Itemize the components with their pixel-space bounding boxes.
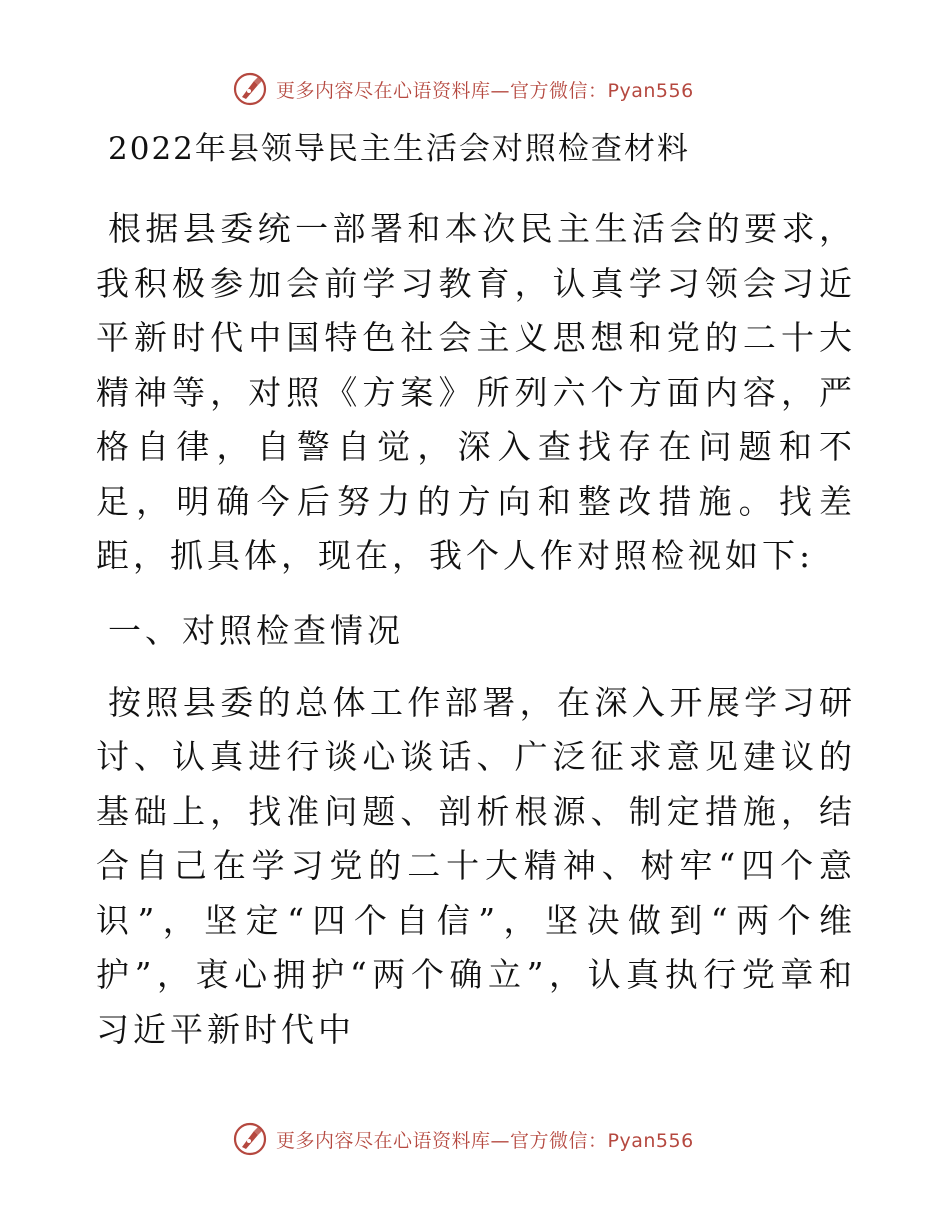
section-paragraph: 按照县委的总体工作部署，在深入开展学习研讨、认真进行谈心谈话、广泛征求意见建议的基础上，找准问题、剖析根源、制定措施，结合自己在学习党的二十大精神、树牢“四个意识”，坚定“四个自信”，坚决做到“两个维护”，衷心拥护“两个确立”，认真执行党章和习近平新时代中 [96,682,856,1049]
header-watermark [232,69,752,109]
document-body [96,124,856,1057]
intro-paragraph: 根据县委统一部署和本次民主生活会的要求，我积极参加会前学习教育，认真学习领会习近平新时代中国特色社会主义思想和党的二十大精神等，对照《方案》所列六个方面内容，严格自律，自警自觉，深入查找存在问题和不足，明确今后努力的方向和整改措施。找差距，抓具体，现在，我个人作对照检视如下: [96,209,856,575]
pen-nib-logo-icon [232,71,268,107]
document-title: 2022年县领导民主生活会对照检查材料 [108,131,690,167]
footer-watermark [232,1119,752,1159]
section-heading: 一、对照检查情况 [108,610,404,650]
watermark-text: 更多内容尽在心语资料库—官方微信：Pyan556 [276,79,694,102]
pen-nib-logo-icon [232,1121,268,1157]
watermark-text: 更多内容尽在心语资料库—官方微信：Pyan556 [276,1129,694,1152]
